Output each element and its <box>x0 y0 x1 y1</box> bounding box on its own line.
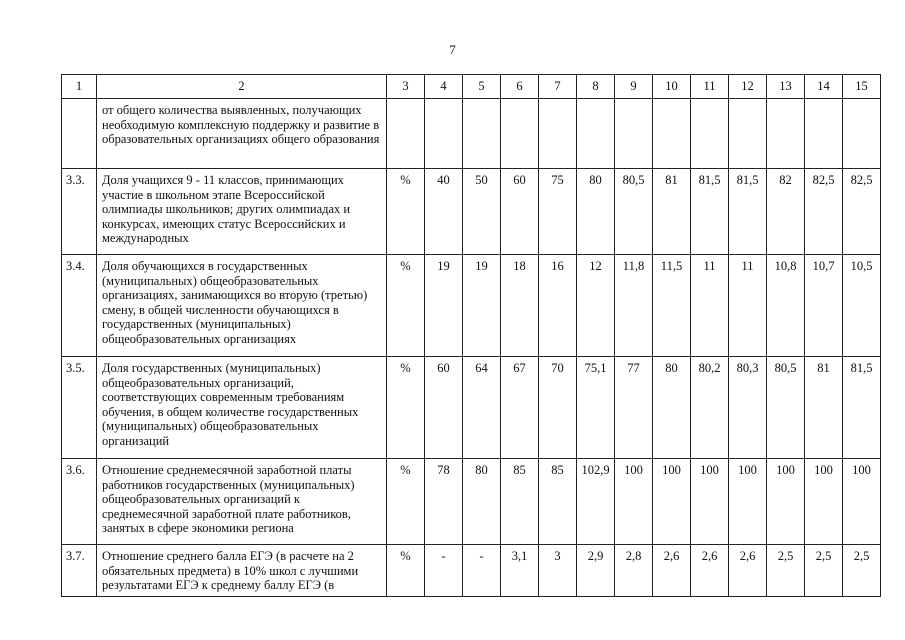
value-cell: 11,5 <box>653 255 691 357</box>
row-number <box>62 99 97 169</box>
table-row <box>62 459 881 545</box>
value-cell: 67 <box>501 357 539 459</box>
table-row <box>62 169 881 255</box>
table-row <box>62 357 881 459</box>
value-cell: 81 <box>805 357 843 459</box>
value-cell: 100 <box>805 459 843 545</box>
value-cell <box>691 99 729 169</box>
value-cell: 78 <box>425 459 463 545</box>
value-cell <box>539 99 577 169</box>
header-cell: 9 <box>615 75 653 99</box>
value-cell <box>805 99 843 169</box>
header-cell: 10 <box>653 75 691 99</box>
value-cell: 100 <box>653 459 691 545</box>
value-cell: 19 <box>425 255 463 357</box>
indicator-description: Доля государственных (муниципальных) общеобразовательных организаций, соответствующих современным требованиям обучения, в общем количестве государственных (муниципальных) общеобразовательных организаций <box>97 357 387 459</box>
value-cell: 80,2 <box>691 357 729 459</box>
indicators-table <box>61 74 881 597</box>
row-number: 3.7. <box>62 545 97 597</box>
value-cell: 2,5 <box>767 545 805 597</box>
value-cell: 12 <box>577 255 615 357</box>
header-cell: 3 <box>387 75 425 99</box>
value-cell: 40 <box>425 169 463 255</box>
value-cell: 18 <box>501 255 539 357</box>
value-cell: 3,1 <box>501 545 539 597</box>
value-cell: 60 <box>425 357 463 459</box>
value-cell: - <box>463 545 501 597</box>
value-cell <box>425 99 463 169</box>
value-cell: 80 <box>653 357 691 459</box>
value-cell: 3 <box>539 545 577 597</box>
indicator-description: от общего количества выявленных, получающих необходимую комплексную поддержку и развитие в образовательных организациях общего образования <box>97 99 387 169</box>
unit-cell: % <box>387 255 425 357</box>
unit-cell: % <box>387 357 425 459</box>
header-cell: 2 <box>97 75 387 99</box>
value-cell: 2,6 <box>653 545 691 597</box>
value-cell: 11,8 <box>615 255 653 357</box>
header-cell: 4 <box>425 75 463 99</box>
header-cell: 13 <box>767 75 805 99</box>
row-number: 3.6. <box>62 459 97 545</box>
value-cell: 2,5 <box>805 545 843 597</box>
value-cell: - <box>425 545 463 597</box>
value-cell: 10,7 <box>805 255 843 357</box>
value-cell: 81,5 <box>691 169 729 255</box>
header-cell: 12 <box>729 75 767 99</box>
value-cell: 82,5 <box>843 169 881 255</box>
value-cell <box>653 99 691 169</box>
row-number: 3.5. <box>62 357 97 459</box>
header-cell: 6 <box>501 75 539 99</box>
header-cell: 11 <box>691 75 729 99</box>
value-cell <box>729 99 767 169</box>
value-cell: 100 <box>729 459 767 545</box>
value-cell <box>577 99 615 169</box>
value-cell: 81 <box>653 169 691 255</box>
value-cell: 16 <box>539 255 577 357</box>
unit-cell: % <box>387 169 425 255</box>
value-cell <box>843 99 881 169</box>
value-cell <box>463 99 501 169</box>
value-cell <box>501 99 539 169</box>
table-row <box>62 99 881 169</box>
header-cell: 5 <box>463 75 501 99</box>
value-cell: 10,5 <box>843 255 881 357</box>
value-cell: 11 <box>729 255 767 357</box>
header-cell: 15 <box>843 75 881 99</box>
page-number: 7 <box>449 42 456 57</box>
value-cell: 102,9 <box>577 459 615 545</box>
indicator-description: Отношение среднего балла ЕГЭ (в расчете на 2 обязательных предмета) в 10% школ с лучшими результатами ЕГЭ к среднему баллу ЕГЭ (в <box>97 545 387 597</box>
value-cell: 77 <box>615 357 653 459</box>
value-cell: 100 <box>767 459 805 545</box>
header-cell: 14 <box>805 75 843 99</box>
header-cell: 8 <box>577 75 615 99</box>
row-number: 3.3. <box>62 169 97 255</box>
value-cell: 80,5 <box>767 357 805 459</box>
table-header-row <box>62 75 881 99</box>
unit-cell <box>387 99 425 169</box>
value-cell: 80,5 <box>615 169 653 255</box>
value-cell <box>615 99 653 169</box>
value-cell: 100 <box>843 459 881 545</box>
value-cell: 75,1 <box>577 357 615 459</box>
value-cell: 82,5 <box>805 169 843 255</box>
value-cell: 19 <box>463 255 501 357</box>
value-cell: 64 <box>463 357 501 459</box>
value-cell: 100 <box>691 459 729 545</box>
value-cell: 85 <box>539 459 577 545</box>
table-row <box>62 255 881 357</box>
unit-cell: % <box>387 545 425 597</box>
value-cell: 80,3 <box>729 357 767 459</box>
indicator-description: Доля обучающихся в государственных (муниципальных) общеобразовательных организациях, занимающихся во вторую (третью) смену, в общей численности обучающихся в государственных (муниципальных) общеобразовательных организациях <box>97 255 387 357</box>
value-cell: 80 <box>463 459 501 545</box>
value-cell: 2,8 <box>615 545 653 597</box>
unit-cell: % <box>387 459 425 545</box>
value-cell: 82 <box>767 169 805 255</box>
indicator-description: Отношение среднемесячной заработной платы работников государственных (муниципальных) общеобразовательных организаций к среднемесячной заработной плате работников, занятых в сфере экономики региона <box>97 459 387 545</box>
value-cell: 2,9 <box>577 545 615 597</box>
value-cell: 81,5 <box>843 357 881 459</box>
indicator-description: Доля учащихся 9 - 11 классов, принимающих участие в школьном этапе Всероссийской олимпиады школьников; других олимпиадах и конкурсах, имеющих статус Всероссийских и международных <box>97 169 387 255</box>
table-row <box>62 545 881 597</box>
value-cell: 10,8 <box>767 255 805 357</box>
value-cell: 2,5 <box>843 545 881 597</box>
value-cell: 60 <box>501 169 539 255</box>
header-cell: 7 <box>539 75 577 99</box>
value-cell: 50 <box>463 169 501 255</box>
value-cell: 100 <box>615 459 653 545</box>
value-cell: 70 <box>539 357 577 459</box>
value-cell: 81,5 <box>729 169 767 255</box>
value-cell: 11 <box>691 255 729 357</box>
value-cell: 80 <box>577 169 615 255</box>
value-cell: 75 <box>539 169 577 255</box>
header-cell: 1 <box>62 75 97 99</box>
value-cell: 2,6 <box>729 545 767 597</box>
row-number: 3.4. <box>62 255 97 357</box>
value-cell: 2,6 <box>691 545 729 597</box>
value-cell: 85 <box>501 459 539 545</box>
value-cell <box>767 99 805 169</box>
